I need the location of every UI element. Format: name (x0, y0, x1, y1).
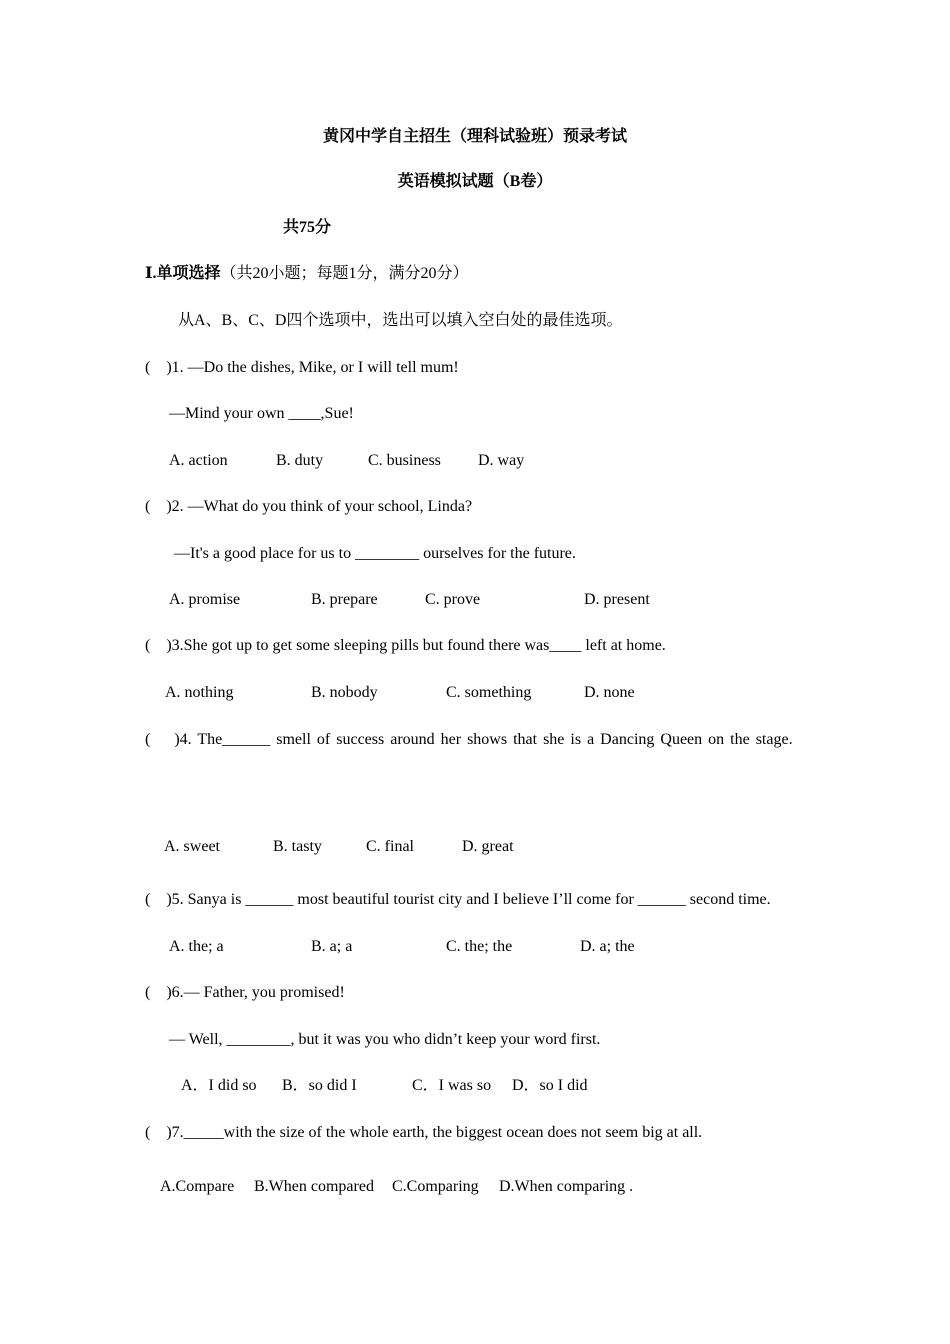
question-2-reply: —It's a good place for us to ________ ourselves for the future. (174, 545, 576, 562)
question-3-option-b: B. nobody (311, 684, 378, 701)
exam-title: 黄冈中学自主招生（理科试验班）预录考试 (322, 128, 627, 145)
question-6-reply: — Well, ________, but it was you who didn’t keep your word first. (169, 1031, 601, 1048)
question-1-option-c: C. business (368, 452, 441, 469)
question-1-stem: ( )1. —Do the dishes, Mike, or I will tell mum! (145, 359, 459, 376)
question-2-option-d: D. present (584, 591, 650, 608)
exam-subtitle: 英语模拟试题（B卷） (397, 173, 553, 190)
question-1-option-b: B. duty (276, 452, 324, 469)
question-3-option-d: D. none (584, 684, 635, 701)
question-1-option-d: D. way (478, 452, 525, 469)
question-4-option-b: B. tasty (273, 838, 322, 855)
question-3-option-c: C. something (446, 684, 532, 701)
question-7-stem: ( )7._____with the size of the whole earth, the biggest ocean does not seem big at all. (145, 1124, 703, 1141)
question-3-stem: ( )3.She got up to get some sleeping pills but found there was____ left at home. (145, 637, 666, 654)
question-2-option-c: C. prove (425, 591, 481, 608)
question-2-stem: ( )2. —What do you think of your school, Linda? (145, 498, 473, 515)
question-7-option-a: A.Compare (160, 1178, 235, 1195)
section-heading (145, 264, 469, 284)
question-7-option-d: D.When comparing . (499, 1178, 634, 1195)
section-heading-label: Ⅰ.单项选择 (145, 265, 221, 282)
question-6-option-b: B．so did I (282, 1077, 357, 1094)
question-1-option-a: A. action (169, 452, 228, 469)
question-4-stem: ( )4. The______ smell of success around her shows that she is a Dancing Queen on the stage. (145, 731, 793, 748)
section-instruction: 从A、B、C、D四个选项中，选出可以填入空白处的最佳选项。 (178, 312, 623, 329)
question-5-option-d: D. a; the (580, 938, 635, 955)
question-1-reply: —Mind your own ____,Sue! (169, 405, 354, 422)
total-score: 共75分 (283, 219, 332, 236)
question-4-option-d: D. great (462, 838, 514, 855)
question-6-option-c: C．I was so (412, 1077, 492, 1094)
question-4-option-c: C. final (366, 838, 414, 855)
question-6-stem: ( )6.— Father, you promised! (145, 984, 345, 1001)
question-4-option-a: A. sweet (164, 838, 220, 855)
question-2-option-b: B. prepare (311, 591, 378, 608)
question-5-option-a: A. the; a (169, 938, 224, 955)
question-6-option-a: A．I did so (181, 1077, 257, 1094)
question-3-option-a: A. nothing (165, 684, 234, 701)
section-heading-note: （共20小题；每题1分，满分20分） (220, 265, 469, 282)
question-5-stem: ( )5. Sanya is ______ most beautiful tourist city and I believe I’ll come for ______ second time. (145, 891, 771, 908)
question-5-option-c: C. the; the (446, 938, 513, 955)
question-2-option-a: A. promise (169, 591, 241, 608)
question-5-option-b: B. a; a (311, 938, 353, 955)
question-6-option-d: D．so I did (512, 1077, 588, 1094)
question-7-option-c: C.Comparing (392, 1178, 479, 1195)
question-7-option-b: B.When compared (254, 1178, 374, 1195)
